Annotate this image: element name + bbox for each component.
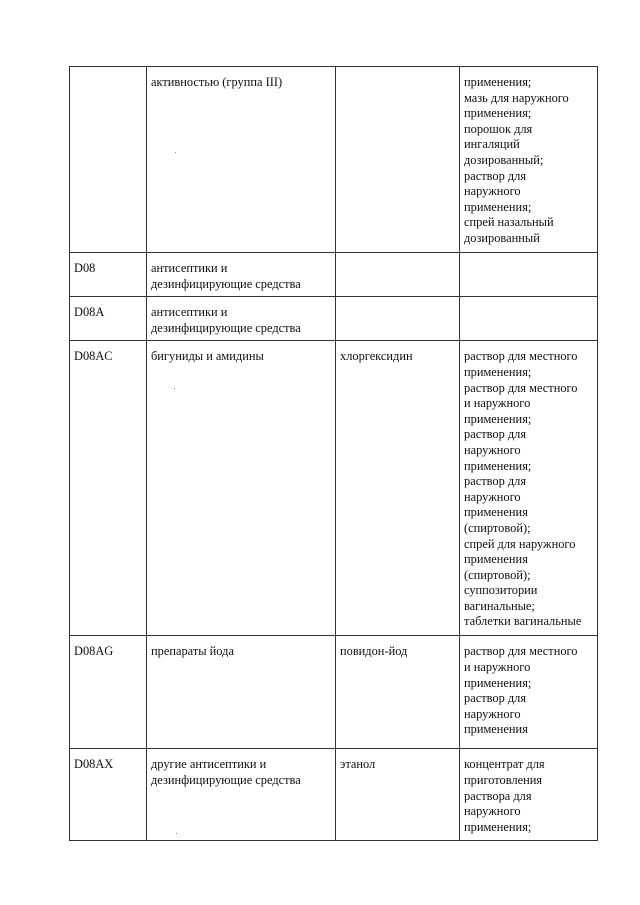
table-row [70, 67, 598, 253]
dosage-forms-line: и наружного [464, 396, 531, 411]
dosage-forms-cell [460, 636, 598, 749]
atc-code-cell [70, 341, 147, 636]
dosage-forms-line: применения; [464, 75, 532, 89]
dosage-forms-cell [460, 253, 598, 297]
substance-text: повидон-йод [340, 644, 408, 659]
substance-text: хлоргексидин [340, 349, 413, 364]
pharm-group-line: активностью (группа III) [151, 75, 283, 89]
dosage-forms-line: спрей для наружного [464, 536, 576, 551]
table-row [70, 341, 598, 636]
pharm-group-line: дезинфицирующие средства [151, 320, 301, 335]
table-row [70, 636, 598, 749]
substance-cell [336, 749, 460, 841]
dosage-forms-line: применения; [464, 675, 532, 690]
dosage-forms-line: раствор для местного [464, 349, 578, 364]
atc-code-cell [70, 67, 147, 253]
dosage-forms-line: дозированный [464, 230, 540, 245]
atc-code-text: D08AX [74, 757, 114, 772]
pharm-group-line: дезинфицирующие средства [151, 772, 301, 787]
dosage-forms-line: наружного [464, 706, 521, 721]
pharm-group-cell [147, 297, 336, 341]
dosage-forms-line: применения; [464, 819, 532, 834]
dosage-forms-cell [460, 749, 598, 841]
substance-cell [336, 297, 460, 341]
dosage-forms-line: концентрат для [464, 757, 545, 772]
atc-code-text: D08AG [74, 644, 114, 659]
dosage-forms-line: вагинальные; [464, 598, 535, 613]
pharm-group-line: другие антисептики и [151, 757, 267, 772]
substance-text: этанол [340, 757, 376, 772]
dosage-forms-line: мазь для наружного [464, 90, 569, 105]
atc-code-cell [70, 636, 147, 749]
atc-code-text: D08AC [74, 349, 113, 364]
scan-speck [174, 388, 175, 389]
dosage-forms-line: раствор для [464, 691, 527, 706]
dosage-forms-cell [460, 341, 598, 636]
pharm-group-cell [147, 636, 336, 749]
pharm-group-cell [147, 253, 336, 297]
dosage-forms-line: применения [464, 505, 528, 520]
dosage-forms-line: применения; [464, 364, 532, 379]
substance-cell [336, 341, 460, 636]
pharm-group-line: бигуниды и амидины [151, 349, 264, 364]
pharm-group-cell [147, 67, 336, 253]
scan-speck [175, 152, 176, 153]
atc-code-text: D08 [74, 261, 96, 275]
pharm-group-cell [147, 749, 336, 841]
substance-cell [336, 67, 460, 253]
dosage-forms-line: спрей назальный [464, 215, 554, 230]
dosage-forms-line: наружного [464, 489, 521, 504]
atc-code-text: D08A [74, 305, 105, 320]
dosage-forms-line: раствор для [464, 427, 527, 442]
dosage-forms-line: порошок для [464, 121, 533, 136]
pharm-group-line: дезинфицирующие средства [151, 276, 301, 291]
dosage-forms-line: применения; [464, 199, 532, 214]
dosage-forms-line: (спиртовой); [464, 567, 531, 582]
dosage-forms-line: применения; [464, 458, 532, 473]
table-row [70, 253, 598, 297]
dosage-forms-line: наружного [464, 804, 521, 819]
dosage-forms-line: применения; [464, 106, 532, 121]
dosage-forms-line: применения [464, 722, 528, 737]
dosage-forms-line: (спиртовой); [464, 520, 531, 535]
substance-cell [336, 253, 460, 297]
dosage-forms-line: наружного [464, 442, 521, 457]
dosage-forms-line: и наружного [464, 659, 531, 674]
dosage-forms-line: суппозитории [464, 583, 538, 598]
drug-table [69, 66, 598, 841]
pharm-group-line: препараты йода [151, 644, 234, 659]
dosage-forms-line: приготовления [464, 772, 543, 787]
table-row [70, 749, 598, 841]
substance-cell [336, 636, 460, 749]
dosage-forms-cell [460, 297, 598, 341]
dosage-forms-line: таблетки вагинальные [464, 614, 582, 629]
pharm-group-line: антисептики и [151, 305, 228, 320]
dosage-forms-line: дозированный; [464, 152, 544, 167]
dosage-forms-line: раствор для [464, 474, 527, 489]
dosage-forms-line: раствор для местного [464, 644, 578, 659]
dosage-forms-line: раствора для [464, 788, 532, 803]
dosage-forms-line: наружного [464, 184, 521, 199]
table-body [70, 67, 598, 841]
scan-speck [176, 833, 177, 834]
dosage-forms-cell [460, 67, 598, 253]
table-row [70, 297, 598, 341]
dosage-forms-line: раствор для [464, 168, 527, 183]
atc-code-cell [70, 297, 147, 341]
dosage-forms-line: ингаляций [464, 137, 520, 152]
dosage-forms-line: раствор для местного [464, 380, 578, 395]
pharm-group-line: антисептики и [151, 261, 228, 275]
dosage-forms-line: применения; [464, 411, 532, 426]
dosage-forms-line: применения [464, 552, 528, 567]
atc-code-cell [70, 253, 147, 297]
atc-code-cell [70, 749, 147, 841]
pharm-group-cell [147, 341, 336, 636]
